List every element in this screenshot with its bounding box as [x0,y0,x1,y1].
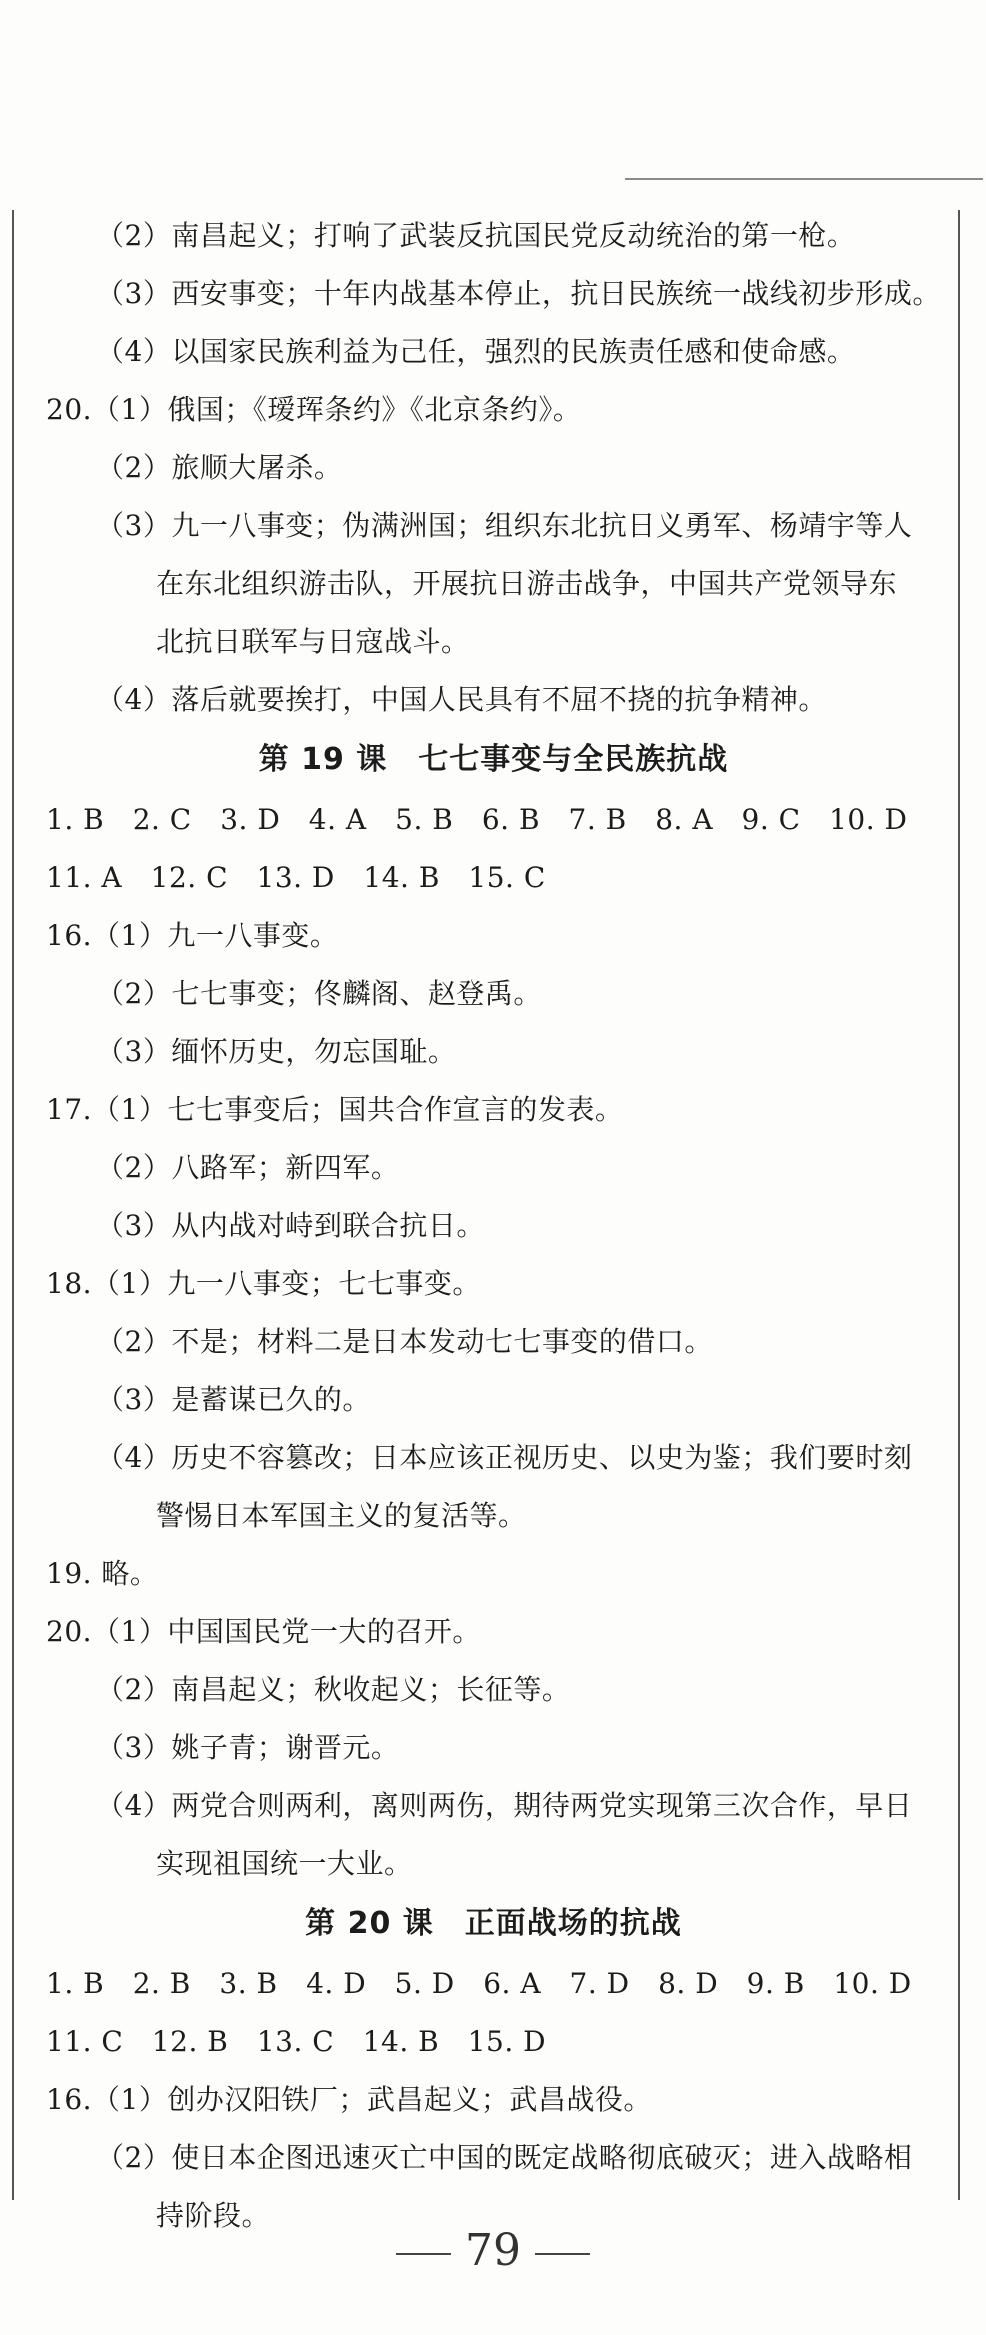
answer-line: 1. B 2. C 3. D 4. A 5. B 6. B 7. B 8. A 9. C 10. D [46,803,908,836]
answer-line: 19. 略。 [46,1557,159,1590]
footer-dash-right [535,2253,590,2255]
answer-line: 1. B 2. B 3. B 4. D 5. D 6. A 7. D 8. D 9. B 10. D [46,1967,912,2000]
answer-line: 11. A 12. C 13. D 14. B 15. C [46,861,546,894]
answer-line: （3）九一八事变；伪满洲国；组织东北抗日义勇军、杨靖宇等人 [96,509,913,542]
answer-line: 20.（1）中国国民党一大的召开。 [46,1615,481,1648]
answer-line: 北抗日联军与日寇战斗。 [156,625,470,658]
answer-content [46,207,941,2245]
answer-line: 11. C 12. B 13. C 14. B 15. D [46,2025,547,2058]
right-margin-rule [958,210,960,2200]
answer-line: （2）旅顺大屠杀。 [96,451,343,484]
answer-line: （3）从内战对峙到联合抗日。 [96,1209,485,1242]
lesson-heading: 第 19 课 七七事变与全民族抗战 [258,742,729,777]
answer-line: 在东北组织游击队，开展抗日游击战争，中国共产党领导东 [156,567,898,600]
answer-line: 17.（1）七七事变后；国共合作宣言的发表。 [46,1093,624,1126]
answer-line: （2）使日本企图迅速灭亡中国的既定战略彻底破灭；进入战略相 [96,2141,913,2174]
page-number: 79 [465,2225,521,2276]
lesson-heading: 第 20 课 正面战场的抗战 [305,1906,682,1941]
answer-line: 实现祖国统一大业。 [156,1847,413,1880]
top-rule [625,178,983,180]
answer-line: 16.（1）九一八事变。 [46,919,339,952]
answer-line: （2）南昌起义；秋收起义；长征等。 [96,1673,571,1706]
answer-line: （2）不是；材料二是日本发动七七事变的借口。 [96,1325,713,1358]
answer-line: （3）西安事变；十年内战基本停止，抗日民族统一战线初步形成。 [96,277,941,310]
answer-line: （3）缅怀历史，勿忘国耻。 [96,1035,457,1068]
answer-line: 警惕日本军国主义的复活等。 [156,1499,527,1532]
answer-line: （4）两党合则两利，离则两伤，期待两党实现第三次合作，早日 [96,1789,913,1822]
answer-line: （3）是蓄谋已久的。 [96,1383,371,1416]
answer-line: 18.（1）九一八事变；七七事变。 [46,1267,481,1300]
answer-line: （3）姚子青；谢晋元。 [96,1731,400,1764]
answer-line: （2）七七事变；佟麟阁、赵登禹。 [96,977,542,1010]
answer-line: （4）以国家民族利益为己任，强烈的民族责任感和使命感。 [96,335,856,368]
answer-line: （2）八路军；新四军。 [96,1151,400,1184]
answer-line: 持阶段。 [156,2199,271,2232]
answer-line: （2）南昌起义；打响了武装反抗国民党反动统治的第一枪。 [96,219,856,252]
answer-line: （4）落后就要挨打，中国人民具有不屈不挠的抗争精神。 [96,683,827,716]
left-margin-rule [12,210,14,2200]
page-footer [0,2225,986,2276]
answer-line: （4）历史不容篡改；日本应该正视历史、以史为鉴；我们要时刻 [96,1441,913,1474]
answer-line: 16.（1）创办汉阳铁厂；武昌起义；武昌战役。 [46,2083,652,2116]
footer-dash-left [396,2253,451,2255]
answer-line: 20.（1）俄国；《瑷珲条约》《北京条约》。 [46,393,582,426]
